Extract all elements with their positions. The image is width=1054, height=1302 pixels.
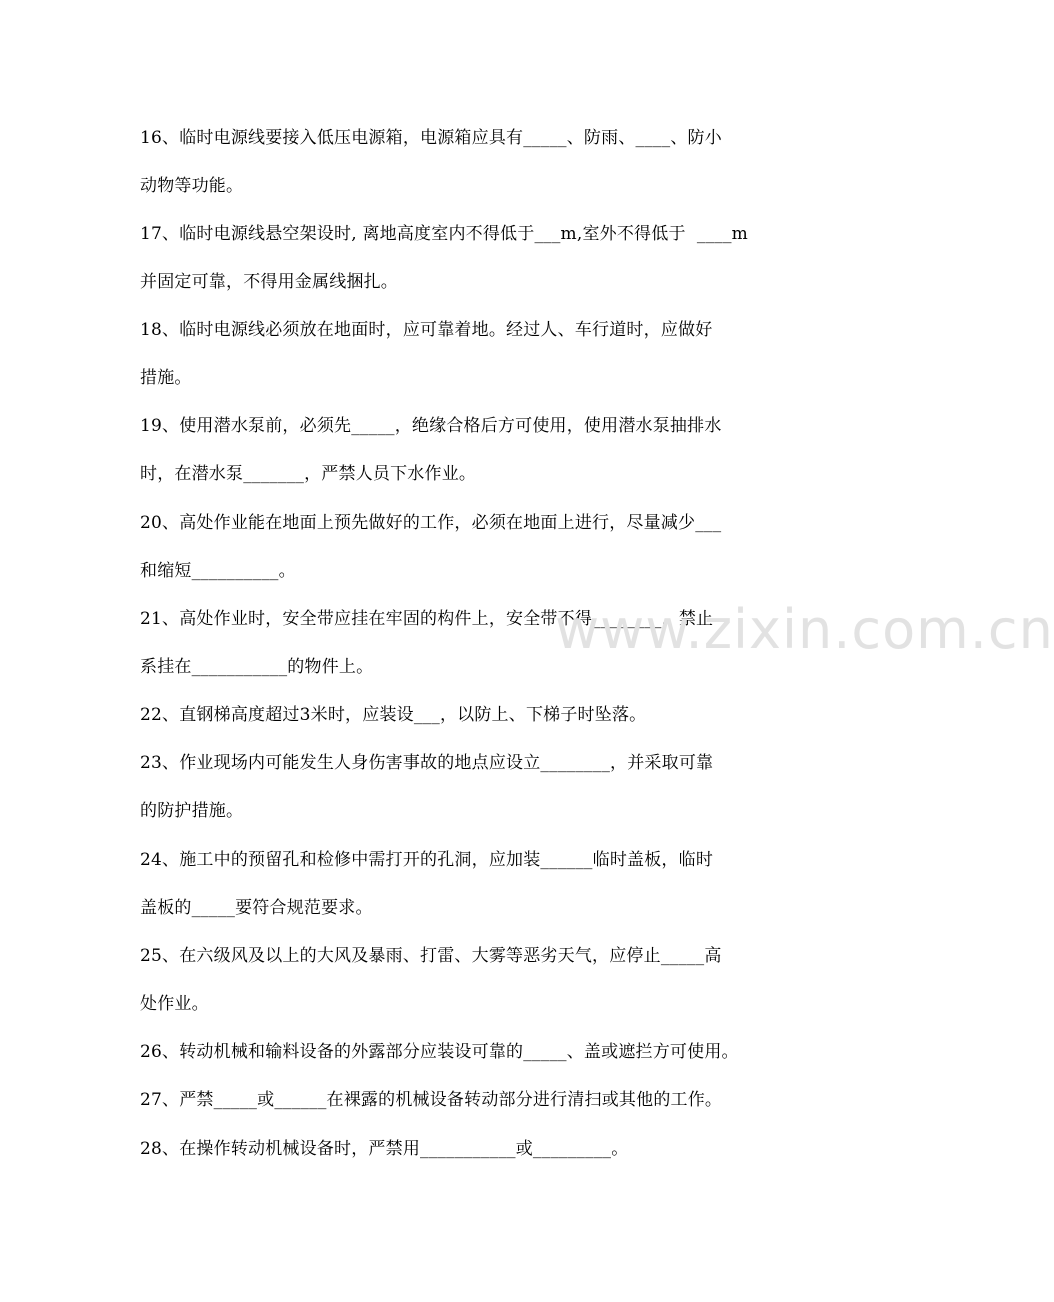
question-18-line-1: 18、临时电源线必须放在地面时，应可靠着地。经过人、车行道时，应做好 <box>140 320 713 340</box>
question-25-line-1: 25、在六级风及以上的大风及暴雨、打雷、大雾等恶劣天气，应停止_____高 <box>140 946 722 966</box>
question-24-line-2: 盖板的_____要符合规范要求。 <box>140 898 373 918</box>
question-25-line-2: 处作业。 <box>140 994 209 1014</box>
question-23-line-1: 23、作业现场内可能发生人身伤害事故的地点应设立________，并采取可靠 <box>140 753 714 773</box>
question-17-line-1: 17、临时电源线悬空架设时, 离地高度室内不得低于___m,室外不得低于 ____m <box>140 224 748 244</box>
question-23-line-2: 的防护措施。 <box>140 801 244 821</box>
question-21-line-2: 系挂在___________的物件上。 <box>140 657 374 677</box>
question-16-line-2: 动物等功能。 <box>140 176 244 196</box>
question-19-line-2: 时，在潜水泵_______，严禁人员下水作业。 <box>140 464 477 484</box>
question-26-line-1: 26、转动机械和输料设备的外露部分应装设可靠的_____、盖或遮拦方可使用。 <box>140 1042 739 1062</box>
question-20-line-1: 20、高处作业能在地面上预先做好的工作，必须在地面上进行，尽量减少___ <box>140 513 722 533</box>
question-17-line-2: 并固定可靠，不得用金属线捆扎。 <box>140 272 398 292</box>
question-22-line-1: 22、直钢梯高度超过3米时，应装设___，以防上、下梯子时坠落。 <box>140 705 647 725</box>
question-20-line-2: 和缩短__________。 <box>140 561 296 581</box>
question-28-line-1: 28、在操作转动机械设备时，严禁用___________或_________。 <box>140 1139 629 1159</box>
question-24-line-1: 24、施工中的预留孔和检修中需打开的孔洞，应加装______临时盖板，临时 <box>140 850 714 870</box>
watermark: www.zixin.com.cn <box>555 598 1054 661</box>
question-18-line-2: 措施。 <box>140 368 192 388</box>
question-21-line-1: 21、高处作业时，安全带应挂在牢固的构件上，安全带不得________，禁止 <box>140 609 714 629</box>
question-19-line-1: 19、使用潜水泵前，必须先_____，绝缘合格后方可使用，使用潜水泵抽排水 <box>140 416 722 436</box>
question-27-line-1: 27、严禁_____或______在裸露的机械设备转动部分进行清扫或其他的工作。 <box>140 1090 723 1110</box>
question-16-line-1: 16、临时电源线要接入低压电源箱，电源箱应具有_____、防雨、____、防小 <box>140 128 722 148</box>
